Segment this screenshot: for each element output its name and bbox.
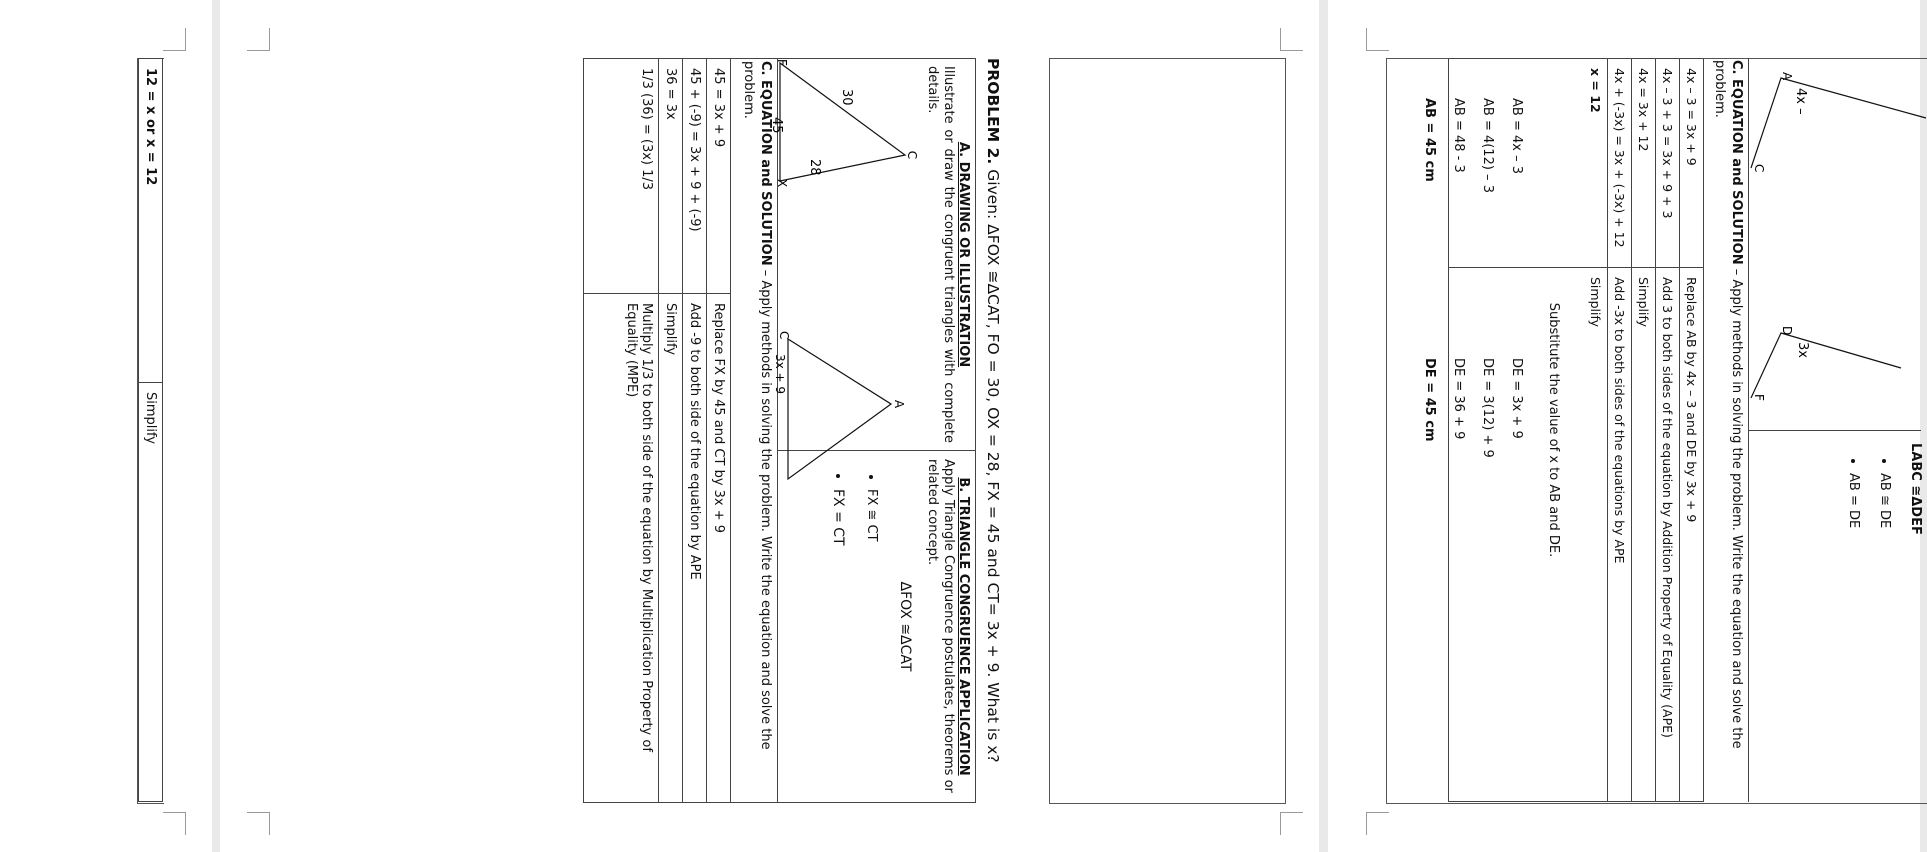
vertex-x-label: X bbox=[775, 179, 789, 188]
equation-table bbox=[583, 58, 731, 803]
cut-heading: LABC ≅ΔDEF bbox=[1908, 443, 1923, 535]
equation-cell: 4x = 3x + 12 bbox=[1632, 59, 1656, 268]
table-row bbox=[683, 59, 707, 803]
cut-drawing bbox=[1749, 58, 1921, 431]
page-2 bbox=[220, 0, 1319, 852]
section-c-instruction: – Apply methods in solving the problem. Write the equation and solve the problem. bbox=[1712, 60, 1744, 749]
table-row bbox=[707, 59, 731, 803]
result-table bbox=[138, 58, 163, 802]
table-row bbox=[1656, 59, 1680, 802]
vertex-f-label: F bbox=[1752, 394, 1766, 401]
reason-cell: Add 3 to both sides of the equation by Addition Property of Equality (APE) bbox=[1656, 268, 1680, 802]
side-ct-label: 3x + 9 bbox=[773, 354, 787, 395]
problem-text: Given: ΔFOX ≅ΔCAT, FO = 30, OX = 28, FX = 45 and CT= 3x + 9. What is x? bbox=[984, 169, 1002, 763]
result-cell: 12 = x or x = 12 bbox=[139, 59, 163, 383]
vertex-c-label: C bbox=[1752, 164, 1766, 173]
equation-cell: 36 = 3x bbox=[659, 59, 683, 294]
vertex-a-label: A bbox=[1780, 72, 1794, 81]
de-line: DE = 45 cm bbox=[1422, 358, 1437, 442]
reason-cell: Replace AB by 4x – 3 and DE by 3x + 9 bbox=[1680, 268, 1704, 802]
reason-cell: Simplify bbox=[139, 383, 163, 802]
de-line: DE = 36 + 9 bbox=[1451, 358, 1466, 440]
problem-title: PROBLEM 2. Given: ΔFOX ≅ΔCAT, FO = 30, OX = 28, FX = 45 and CT= 3x + 9. What is x? bbox=[984, 58, 1002, 763]
equation-cell: 4x – 3 + 3 = 3x + 9 + 3 bbox=[1656, 59, 1680, 268]
ab-column bbox=[1422, 58, 1524, 338]
table-row bbox=[1680, 59, 1704, 802]
side-fx-label: 45 bbox=[769, 117, 784, 134]
section-a-instruction: Illustrate or draw the congruent triangles with complete details. bbox=[924, 66, 956, 443]
equation-cell: 4x + (-3x) = 3x + (-3x) + 12 bbox=[1608, 59, 1632, 268]
page-4 bbox=[1328, 0, 1923, 852]
side-fo-label: 30 bbox=[839, 89, 854, 106]
reason-cell: Add -9 to both side of the equation by APE bbox=[683, 294, 707, 803]
reason-cell: Multiply 1/3 to both side of the equation by Multiplication Property of Equality (MPE) bbox=[584, 294, 659, 803]
vertex-f-label: F bbox=[775, 59, 789, 66]
ab-line: AB = 4(12) – 3 bbox=[1480, 98, 1495, 193]
reason-cell: Replace FX by 45 and CT by 3x + 9 bbox=[707, 294, 731, 803]
crop-mark bbox=[247, 28, 270, 51]
section-c-text bbox=[731, 58, 777, 803]
problem-2-content bbox=[583, 58, 1002, 803]
bullet-item: • FX = CT bbox=[831, 489, 847, 794]
bullet-item: • AB = DE bbox=[1846, 473, 1861, 790]
section-c-instruction: – Apply methods in solving the problem. Write the equation and solve the problem. bbox=[741, 61, 773, 750]
crop-mark bbox=[247, 812, 270, 835]
table-row bbox=[1608, 59, 1632, 802]
section-a bbox=[769, 59, 975, 451]
vertex-c2-label: C bbox=[777, 331, 791, 340]
congruence-statement: ΔFOX ≅ΔCAT bbox=[897, 581, 914, 672]
vertex-a-label: A bbox=[892, 399, 906, 409]
reason-cell: Add -3x to both sides of the equations by APE bbox=[1608, 268, 1632, 802]
ab-line: AB = 48 - 3 bbox=[1451, 98, 1466, 173]
crop-mark bbox=[1280, 28, 1303, 51]
vertex-d-label: D bbox=[1780, 326, 1794, 336]
reason-cell: Simplify bbox=[1449, 268, 1608, 802]
section-b-instruction: Apply Triangle Congruence postulates, theorems or related concept. bbox=[924, 459, 956, 793]
de-line: DE = 3(12) + 9 bbox=[1480, 358, 1495, 458]
substitution-overlay bbox=[1422, 58, 1561, 802]
cut-header-row bbox=[1748, 58, 1921, 802]
equation-cell: 4x – 3 = 3x + 9 bbox=[1680, 59, 1704, 268]
congruence-bullets bbox=[831, 459, 880, 794]
section-b-heading: B. TRIANGLE CONGRUENCE APPLICATION bbox=[956, 477, 971, 776]
table-row bbox=[1632, 59, 1656, 802]
ab-line: AB = 45 cm bbox=[1422, 98, 1437, 182]
crop-mark bbox=[163, 28, 186, 51]
reason-cell: Simplify bbox=[659, 294, 683, 803]
cut-section-b bbox=[1749, 431, 1921, 802]
bullet-list bbox=[1846, 443, 1892, 790]
side-ab-label: 4x – bbox=[1793, 88, 1808, 115]
section-a-heading: A. DRAWING OR ILLUSTRATION bbox=[956, 141, 971, 368]
page-1 bbox=[0, 0, 212, 852]
section-c-heading: C. EQUATION and SOLUTION bbox=[1729, 60, 1744, 265]
ab-box bbox=[769, 58, 976, 803]
crop-mark bbox=[163, 812, 186, 835]
side-de-label: 3x bbox=[1795, 342, 1810, 358]
table-row bbox=[659, 59, 683, 803]
result-row bbox=[138, 58, 163, 802]
section-c-heading: C. EQUATION and SOLUTION bbox=[758, 61, 773, 266]
de-column bbox=[1422, 338, 1524, 458]
problem-1-solution bbox=[1422, 58, 1923, 802]
blank-page-frame bbox=[1049, 58, 1286, 804]
crop-mark bbox=[1366, 28, 1389, 51]
vertex-c-label: C bbox=[905, 150, 919, 160]
section-b bbox=[778, 451, 975, 802]
partial-triangles bbox=[1749, 58, 1921, 430]
equation-cell: 1/3 (36) = (3x) 1/3 bbox=[584, 59, 659, 294]
de-line: DE = 3x + 9 bbox=[1509, 358, 1524, 439]
equation-cell: 45 = 3x + 9 bbox=[707, 59, 731, 294]
crop-mark bbox=[1366, 812, 1389, 835]
table-row bbox=[584, 59, 659, 803]
substitution-columns bbox=[1422, 58, 1524, 802]
ab-line: AB = 4x – 3 bbox=[1509, 98, 1524, 174]
bullet-item: • FX ≅ CT bbox=[865, 489, 880, 794]
congruent-triangles-drawing bbox=[769, 59, 919, 451]
reason-cell: Simplify bbox=[1632, 268, 1656, 802]
side-ox-label: 28 bbox=[807, 159, 822, 176]
section-c-text bbox=[1704, 58, 1748, 802]
substitute-heading: Substitute the value of x to AB and DE. bbox=[1546, 302, 1561, 558]
crop-mark bbox=[1280, 812, 1303, 835]
equation-cell: x = 12 bbox=[1449, 59, 1608, 268]
equation-cell: 45 + (-9) = 3x + 9 + (-9) bbox=[683, 59, 707, 294]
bullet-item: • AB ≅ DE bbox=[1877, 473, 1892, 790]
